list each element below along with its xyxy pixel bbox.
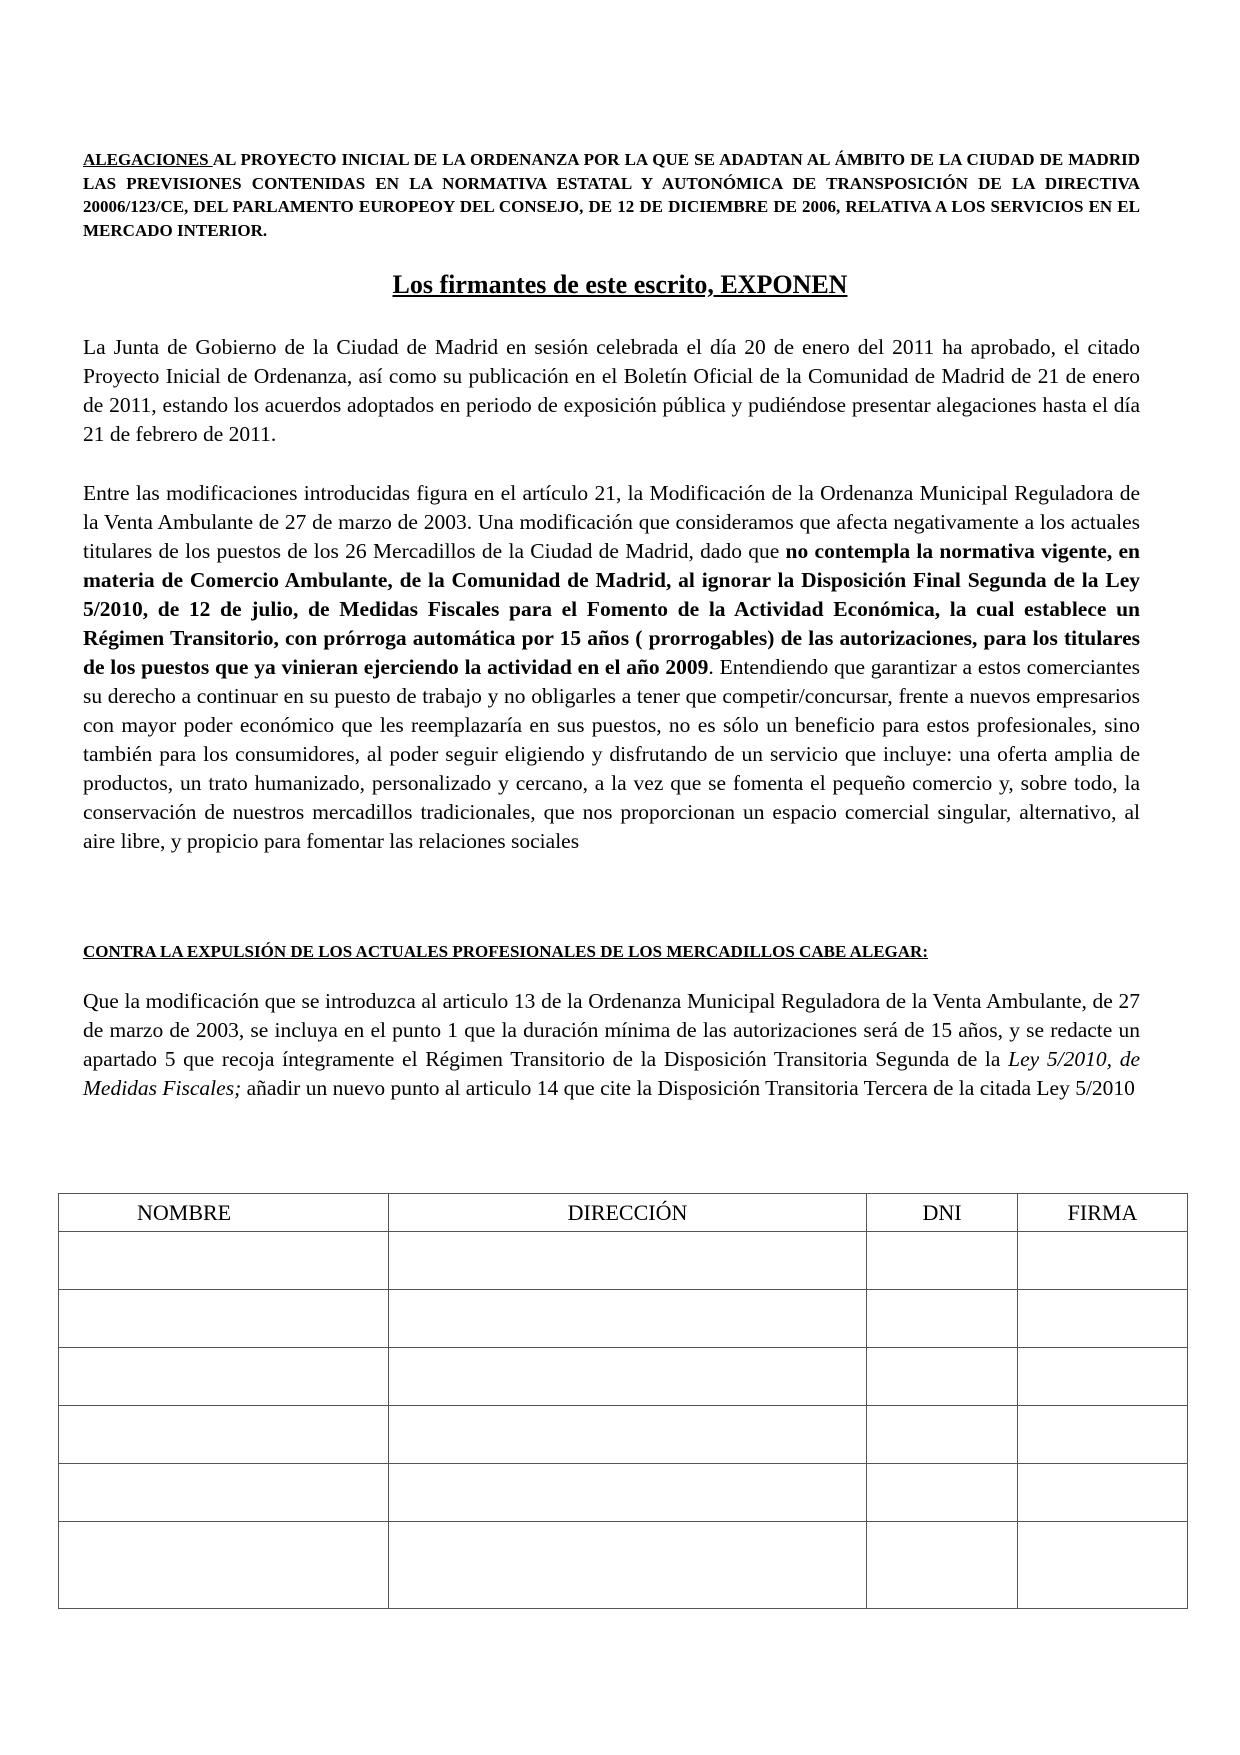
table-row xyxy=(59,1464,1188,1522)
table-row xyxy=(59,1406,1188,1464)
cell-nombre[interactable] xyxy=(59,1290,389,1348)
table-row xyxy=(59,1232,1188,1290)
cell-dni[interactable] xyxy=(867,1522,1018,1609)
table-row xyxy=(59,1348,1188,1406)
paragraph-3 xyxy=(83,987,1140,1103)
header-firma: FIRMA xyxy=(1018,1194,1188,1232)
cell-dni[interactable] xyxy=(867,1464,1018,1522)
cell-direccion[interactable] xyxy=(389,1232,867,1290)
header-nombre: NOMBRE xyxy=(59,1194,389,1232)
cell-firma[interactable] xyxy=(1018,1406,1188,1464)
cell-nombre[interactable] xyxy=(59,1232,389,1290)
table-row xyxy=(59,1290,1188,1348)
heading-rest: AL PROYECTO INICIAL DE LA ORDENANZA POR LA QUE SE ADADTAN AL ÁMBITO DE LA CIUDAD DE MADRID LAS PREVISIONES CONTENIDAS EN LA NORMATIVA ESTATAL Y AUTONÓMICA DE TRANSPOSICIÓN DE LA DIRECTIVA 20006/123/CE, DEL PARLAMENTO EUROPEOY DEL CONSEJO, DE 12 DE DICIEMBRE DE 2006, RELATIVA A LOS SERVICIOS EN EL MERCADO INTERIOR. xyxy=(83,150,1141,240)
cell-direccion[interactable] xyxy=(389,1290,867,1348)
cell-direccion[interactable] xyxy=(389,1464,867,1522)
paragraph-2 xyxy=(83,479,1140,856)
cell-dni[interactable] xyxy=(867,1348,1018,1406)
paragraph-2-bold: no contempla la normativa vigente, en materia de Comercio Ambulante, de la Comunidad de Madrid, al ignorar la Disposición Final Segunda de la Ley 5/2010, de 12 de julio, de Medidas Fiscales para el Fomento de la Actividad Económica, la cual establece un Régimen Transitorio, con prórroga automática por 15 años ( prorrogables) de las autorizaciones, para los titulares de los puestos que ya vinieran ejerciendo la actividad en el año 2009 xyxy=(83,539,1140,679)
document-title: Los firmantes de este escrito, EXPONEN xyxy=(392,270,848,299)
section-heading: CONTRA LA EXPULSIÓN DE LOS ACTUALES PROFESIONALES DE LOS MERCADILLOS CABE ALEGAR: xyxy=(83,942,928,961)
cell-nombre[interactable] xyxy=(59,1464,389,1522)
cell-direccion[interactable] xyxy=(389,1522,867,1609)
cell-direccion[interactable] xyxy=(389,1406,867,1464)
cell-nombre[interactable] xyxy=(59,1406,389,1464)
cell-dni[interactable] xyxy=(867,1232,1018,1290)
document-heading xyxy=(83,148,1140,242)
header-dni: DNI xyxy=(867,1194,1018,1232)
paragraph-1: La Junta de Gobierno de la Ciudad de Madrid en sesión celebrada el día 20 de enero del 2011 ha aprobado, el citado Proyecto Inicial de Ordenanza, así como su publicación en el Boletín Oficial de la Comunidad de Madrid de 21 de enero de 2011, estando los acuerdos adoptados en periodo de exposición pública y pudiéndose presentar alegaciones hasta el día 21 de febrero de 2011. xyxy=(83,335,1140,446)
paragraph-3-text-b: añadir un nuevo punto al articulo 14 que cite la Disposición Transitoria Tercera de la citada Ley 5/2010 xyxy=(241,1076,1135,1100)
paragraph-3-italic: Ley 5/2010, de Medidas Fiscales; xyxy=(83,1047,1140,1100)
table-row xyxy=(59,1522,1188,1609)
cell-firma[interactable] xyxy=(1018,1290,1188,1348)
cell-firma[interactable] xyxy=(1018,1232,1188,1290)
cell-dni[interactable] xyxy=(867,1406,1018,1464)
paragraph-2-text-b: . Entendiendo que garantizar a estos comerciantes su derecho a continuar en su puesto de trabajo y no obligarles a tener que competir/concursar, frente a nuevos empresarios con mayor poder económico que les reemplazaría en sus puestos, no es sólo un beneficio para estos profesionales, sino también para los consumidores, al poder seguir eligiendo y disfrutando de un servicio que incluye: una oferta amplia de productos, un trato humanizado, personalizado y cercano, a la vez que se fomenta el pequeño comercio y, sobre todo, la conservación de nuestros mercadillos tradicionales, que nos proporcionan un espacio comercial singular, alternativo, al aire libre, y propicio para fomentar las relaciones sociales xyxy=(83,655,1140,853)
signature-table xyxy=(58,1193,1188,1609)
cell-dni[interactable] xyxy=(867,1290,1018,1348)
cell-direccion[interactable] xyxy=(389,1348,867,1406)
table-header-row xyxy=(59,1194,1188,1232)
cell-firma[interactable] xyxy=(1018,1348,1188,1406)
cell-firma[interactable] xyxy=(1018,1522,1188,1609)
cell-nombre[interactable] xyxy=(59,1522,389,1609)
cell-nombre[interactable] xyxy=(59,1348,389,1406)
header-direccion: DIRECCIÓN xyxy=(389,1194,867,1232)
cell-firma[interactable] xyxy=(1018,1464,1188,1522)
paragraph-3-text-a: Que la modificación que se introduzca al articulo 13 de la Ordenanza Municipal Reguladora de la Venta Ambulante, de 27 de marzo de 2003, se incluya en el punto 1 que la duración mínima de las autorizaciones será de 15 años, y se redacte un apartado 5 que recoja íntegramente el Régimen Transitorio de la Disposición Transitoria Segunda de la xyxy=(83,989,1140,1071)
paragraph-2-text-a: Entre las modificaciones introducidas figura en el artículo 21, la Modificación de la Ordenanza Municipal Reguladora de la Venta Ambulante de 27 de marzo de 2003. Una modificación que consideramos que afecta negativamente a los actuales titulares de los puestos de los 26 Mercadillos de la Ciudad de Madrid, dado que xyxy=(83,481,1140,563)
heading-underlined: ALEGACIONES xyxy=(83,150,213,169)
